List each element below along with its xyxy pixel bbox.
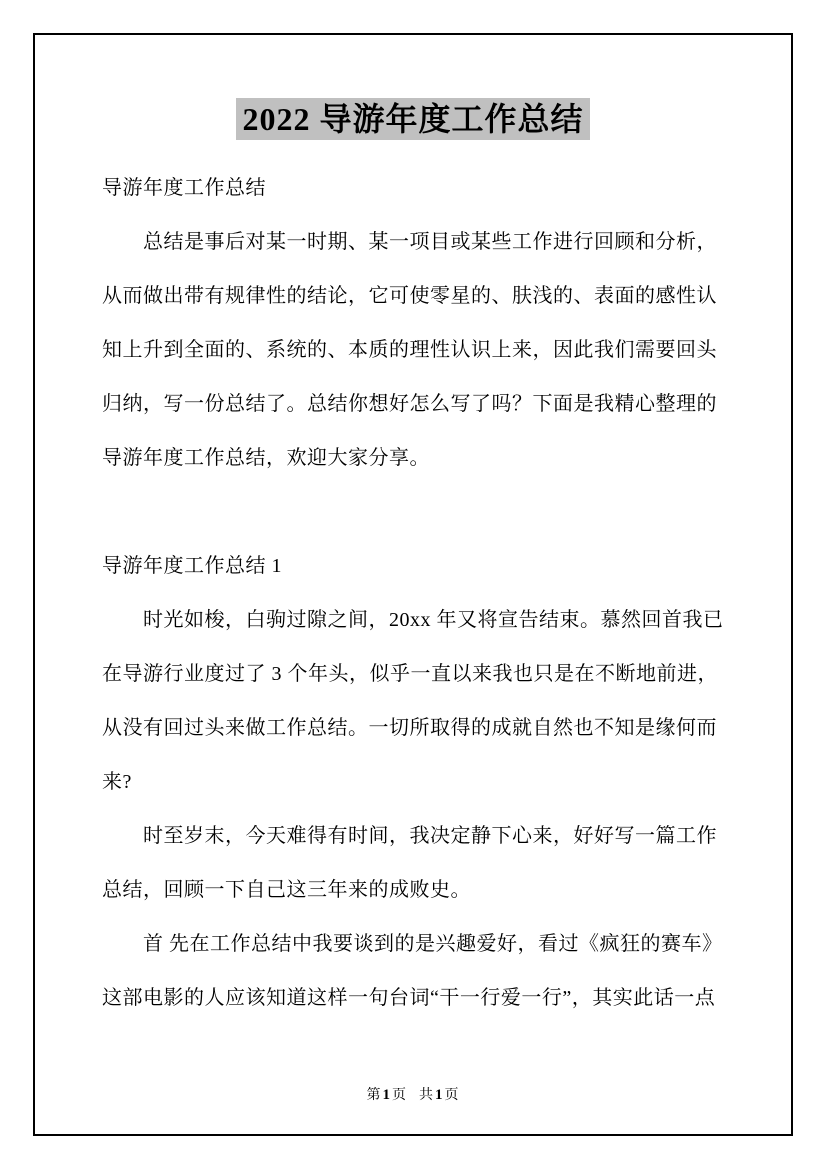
total-pages-label: 共: [419, 1088, 434, 1103]
document-line: 在导游行业度过了 3 个年头，似乎一直以来我也只是在不断地前进，: [102, 663, 718, 685]
document-body: [102, 161, 732, 1025]
document-line: 总结，回顾一下自己这三年来的成败史。: [102, 879, 471, 901]
document-line: 导游年度工作总结 1: [102, 555, 282, 577]
document-line: 来?: [102, 771, 132, 793]
current-page-label: 第: [366, 1088, 382, 1103]
document-title: 2022 导游年度工作总结: [236, 98, 589, 140]
document-line: 知上升到全面的、系统的、本质的理性认识上来，因此我们需要回头: [102, 339, 717, 361]
document-line: 时至岁末，今天难得有时间，我决定静下心来，好好写一篇工作: [143, 825, 717, 847]
page-footer: [35, 1084, 791, 1104]
document-line: 这部电影的人应该知道这样一句台词“干一行爱一行”，其实此话一点: [102, 987, 716, 1009]
total-pages-unit: 页: [444, 1088, 460, 1103]
document-line: 从没有回过头来做工作总结。一切所取得的成就自然也不知是缘何而: [102, 717, 717, 739]
document-line: 导游年度工作总结，欢迎大家分享。: [102, 447, 430, 469]
blank-line: [102, 485, 732, 539]
document-line: 总结是事后对某一时期、某一项目或某些工作进行回顾和分析，: [143, 231, 717, 253]
document-line: 导游年度工作总结: [102, 177, 266, 199]
current-page-number: 1: [382, 1087, 391, 1103]
total-pages-number: 1: [435, 1087, 444, 1103]
document-line: 首 先在工作总结中我要谈到的是兴趣爱好，看过《疯狂的赛车》: [143, 933, 723, 955]
document-line: 从而做出带有规律性的结论，它可使零星的、肤浅的、表面的感性认: [102, 285, 717, 307]
title-row: [35, 98, 791, 140]
document-line: 归纳，写一份总结了。总结你想好怎么写了吗？下面是我精心整理的: [102, 393, 717, 415]
page-border: [33, 33, 793, 1136]
document-line: 时光如梭，白驹过隙之间，20xx 年又将宣告结束。慕然回首我已: [143, 609, 724, 631]
current-page-unit: 页: [392, 1088, 407, 1103]
